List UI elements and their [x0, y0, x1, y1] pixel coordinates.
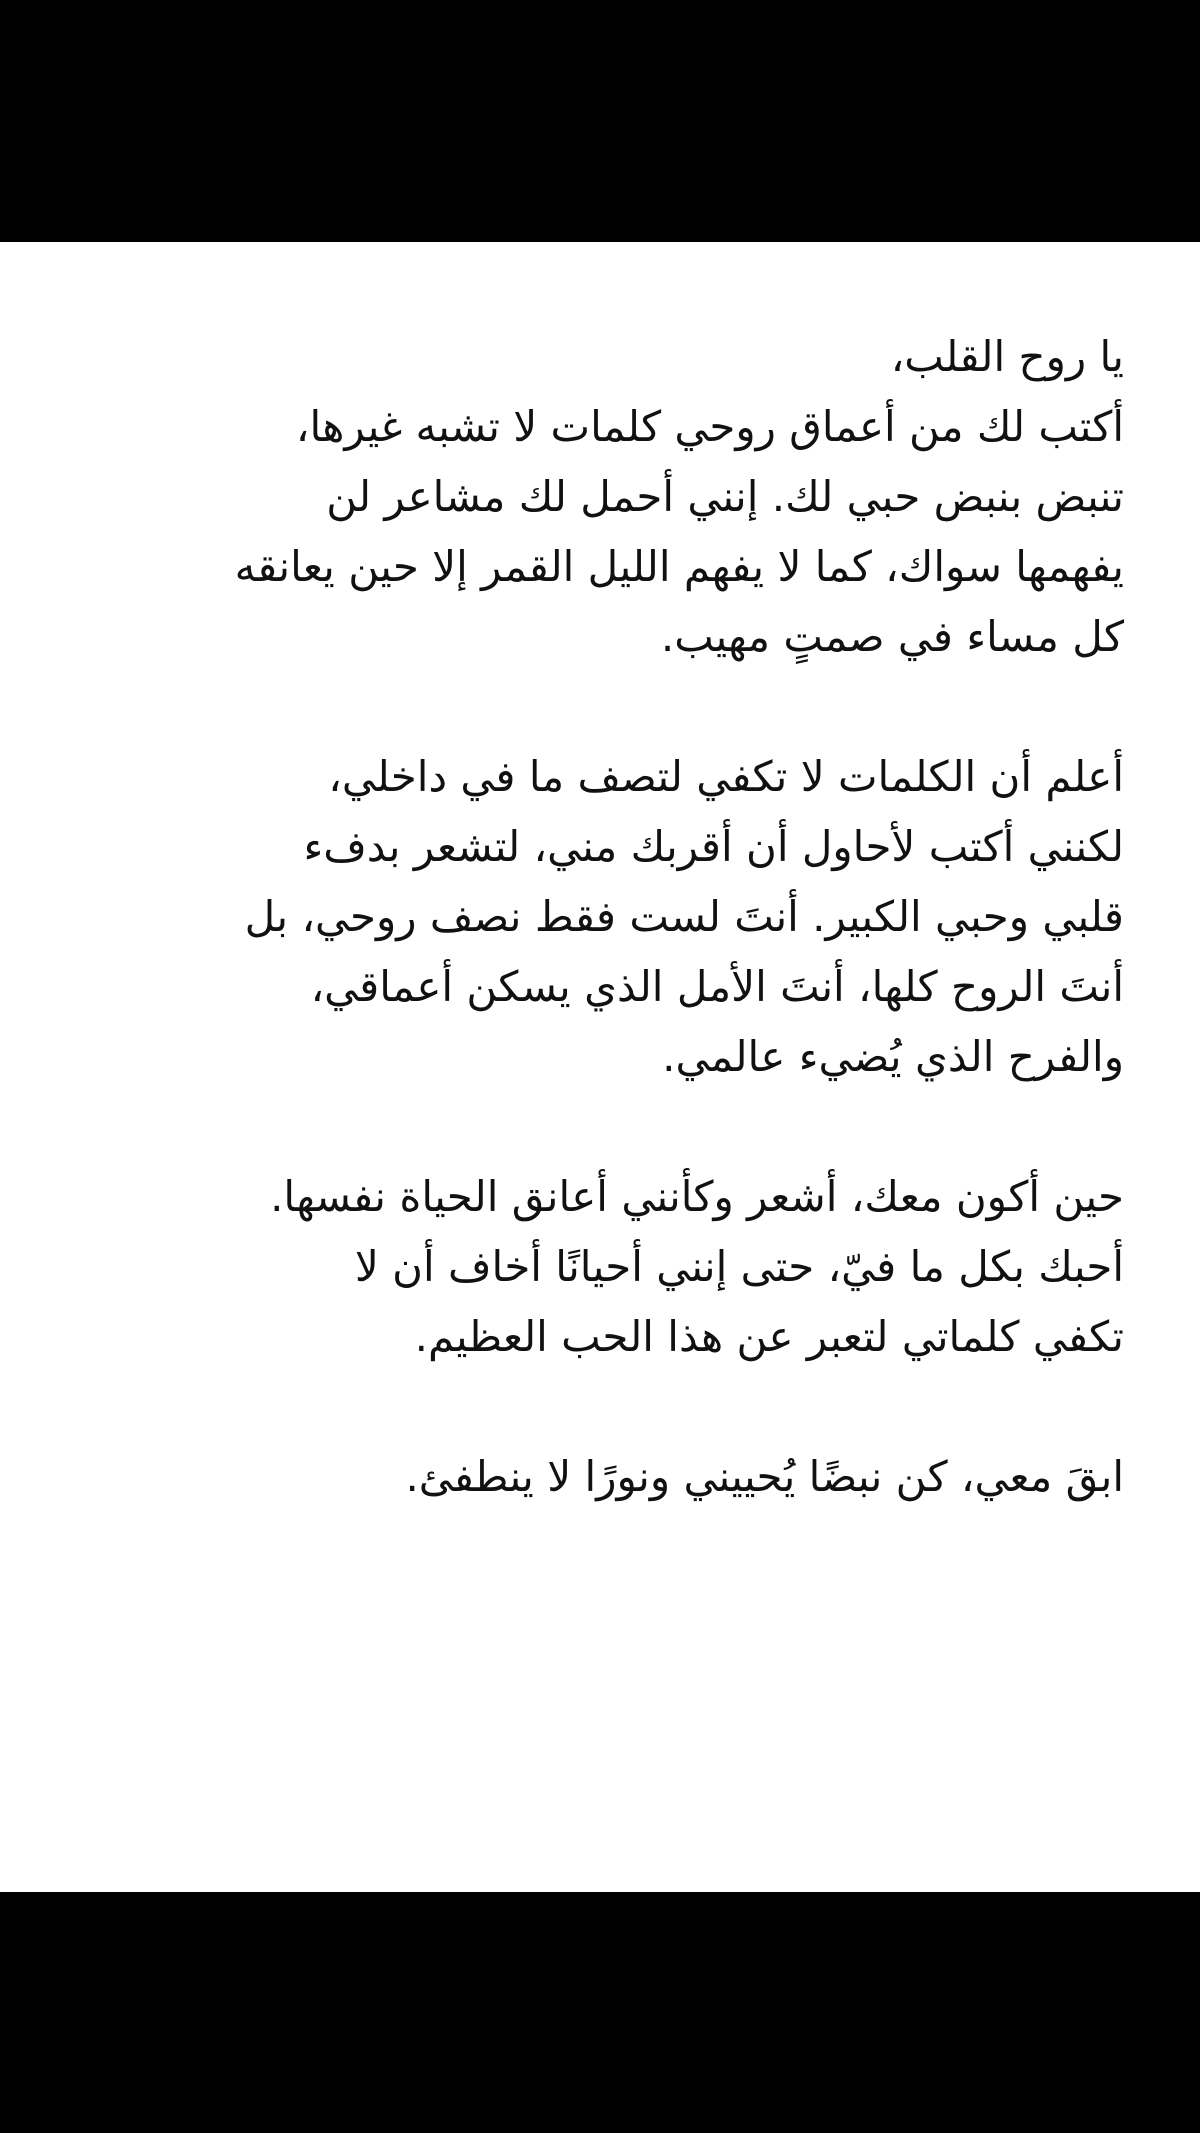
- bottom-black-bar: [0, 1892, 1200, 2133]
- paragraph2-line: أعلم أن الكلمات لا تكفي لتصف ما في داخلي،: [328, 752, 1124, 801]
- paragraph1-line: تنبض بنبض حبي لك. إنني أحمل لك مشاعر لن: [326, 472, 1124, 521]
- paragraph2-line: لكنني أكتب لأحاول أن أقربك مني، لتشعر بدفء: [303, 822, 1124, 871]
- paragraph-spacer: [64, 1372, 1124, 1442]
- paragraph3-line: حين أكون معك، أشعر وكأنني أعانق الحياة نفسها.: [270, 1172, 1124, 1221]
- note-body: [64, 322, 1124, 1512]
- greeting-line: يا روح القلب،: [890, 332, 1124, 381]
- paragraph1-line: أكتب لك من أعماق روحي كلمات لا تشبه غيرها،: [295, 402, 1124, 451]
- paragraph1-line: يفهمها سواك، كما لا يفهم الليل القمر إلا حين يعانقه: [234, 542, 1124, 591]
- paragraph3-line: أحبك بكل ما فيّ، حتى إنني أحيانًا أخاف أن لا: [354, 1242, 1124, 1291]
- paragraph3-line: تكفي كلماتي لتعبر عن هذا الحب العظيم.: [414, 1312, 1124, 1361]
- top-black-bar: [0, 0, 1200, 242]
- paragraph1-line: كل مساء في صمتٍ مهيب.: [660, 612, 1124, 661]
- paragraph-spacer: [64, 672, 1124, 742]
- paragraph2-line: والفرح الذي يُضيء عالمي.: [662, 1032, 1124, 1081]
- paragraph2-line: أنتَ الروح كلها، أنتَ الأمل الذي يسكن أعماقي،: [310, 962, 1124, 1011]
- note-page: [0, 242, 1200, 1892]
- paragraph2-line: قلبي وحبي الكبير. أنتَ لست فقط نصف روحي، بل: [244, 892, 1124, 941]
- paragraph-spacer: [64, 1092, 1124, 1162]
- closing-line: ابقَ معي، كن نبضًا يُحييني ونورًا لا ينطفئ.: [405, 1452, 1124, 1501]
